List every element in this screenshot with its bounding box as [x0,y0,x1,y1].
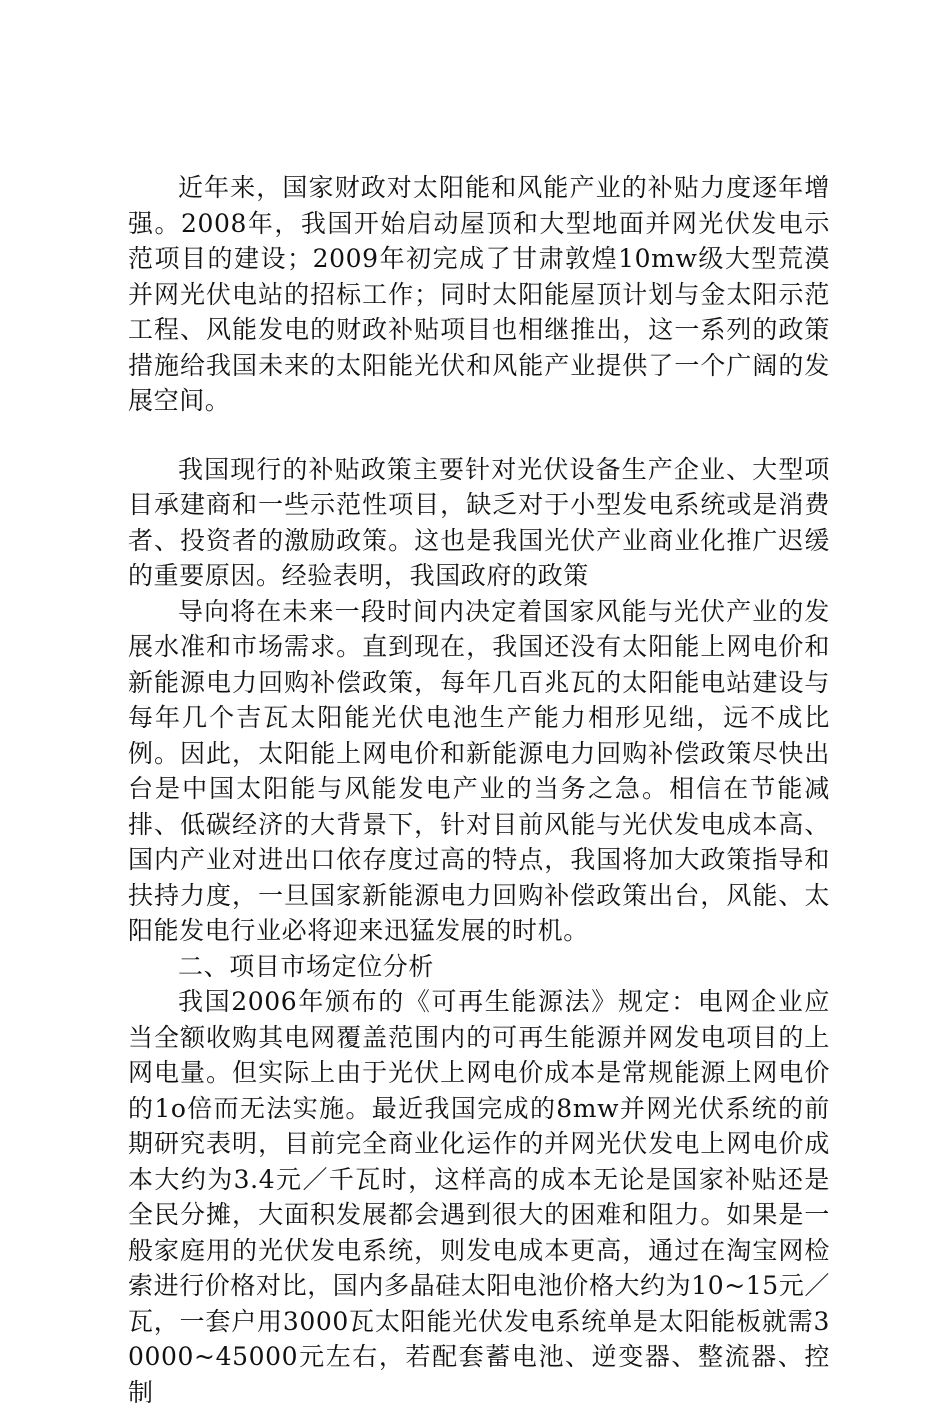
paragraph-policy-guidance: 导向将在未来一段时间内决定着国家风能与光伏产业的发展水准和市场需求。直到现在，我国还没有太阳能上网电价和新能源电力回购补偿政策，每年几百兆瓦的太阳能电站建设与每年几个吉瓦太阳能光伏电池生产能力相形见绌，远不成比例。因此，太阳能上网电价和新能源电力回购补偿政策尽快出台是中国太阳能与风能发电产业的当务之急。相信在节能减排、低碳经济的大背景下，针对目前风能与光伏发电成本高、国内产业对进出口依存度过高的特点，我国将加大政策指导和扶持力度，一旦国家新能源电力回购补偿政策出台，风能、太阳能发电行业必将迎来迅猛发展的时机。 [128,596,830,945]
paragraph-subsidy-trend: 近年来，国家财政对太阳能和风能产业的补贴力度逐年增强。2008年，我国开始启动屋顶和大型地面并网光伏发电示范项目的建设；2009年初完成了甘肃敦煌10mw级大型荒漠并网光伏电站的招标工作；同时太阳能屋顶计划与金太阳示范工程、风能发电的财政补贴项目也相继推出，这一系列的政策措施给我国未来的太阳能光伏和风能产业提供了一个广阔的发展空间。 [128,173,830,415]
section-heading-market-positioning: 二、项目市场定位分析 [178,951,435,981]
paragraph-renewable-energy-law: 我国2006年颁布的《可再生能源法》规定：电网企业应当全额收购其电网覆盖范围内的可再生能源并网发电项目的上网电量。但实际上由于光伏上网电价成本是常规能源上网电价的1o倍而无法实施。最近我国完成的8mw并网光伏系统的前期研究表明，目前完全商业化运作的并网光伏发电上网电价成本大约为3.4元／千瓦时，这样高的成本无论是国家补贴还是全民分摊，大面积发展都会遇到很大的困难和阻力。如果是一般家庭用的光伏发电系统，则发电成本更高，通过在淘宝网检索进行价格对比，国内多晶硅太阳电池价格大约为10~15元／瓦，一套户用3000瓦太阳能光伏发电系统单是太阳能板就需30000~45000元左右，若配套蓄电池、逆变器、整流器、控制 [128,987,830,1407]
document-body [128,170,830,1410]
paragraph-current-policy: 我国现行的补贴政策主要针对光伏设备生产企业、大型项目承建商和一些示范性项目，缺乏对于小型发电系统或是消费者、投资者的激励政策。这也是我国光伏产业商业化推广迟缓的重要原因。经验表明，我国政府的政策 [128,454,830,590]
paragraph-gap [128,419,830,452]
